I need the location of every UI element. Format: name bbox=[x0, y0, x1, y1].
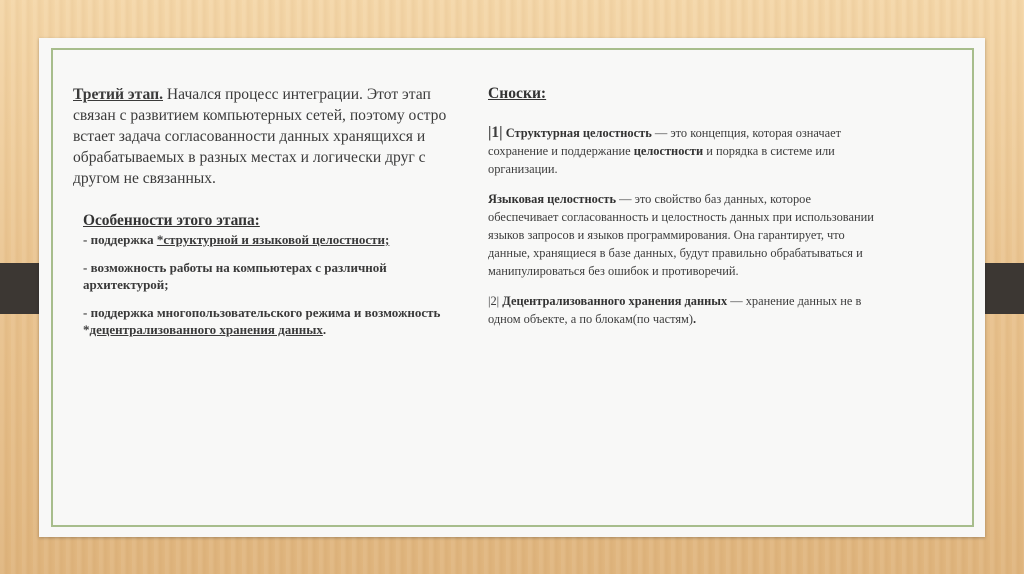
footnote-number: |1| bbox=[488, 124, 503, 141]
footnote-1 bbox=[488, 124, 878, 178]
feature-item bbox=[83, 304, 473, 338]
feature-item bbox=[83, 231, 473, 248]
left-decor-bar bbox=[0, 263, 39, 314]
footnote-bold: целостности bbox=[633, 144, 704, 158]
footnotes-title: Сноски: bbox=[488, 85, 547, 102]
feature-link[interactable]: *структурной и языковой целостности; bbox=[156, 232, 390, 247]
footnote-text: — это свойство баз данных, которое обеспечивает согласованность и целостность данных при использовании языков запросов и языков программирования. Она гарантирует, что данные, хранящиеся в базе данных, будут правильно обрабатываться и манипулироваться без ошибок и противоречий. bbox=[488, 192, 874, 278]
footnote-text: — это концепция, которая означает сохранение и поддержание bbox=[488, 126, 842, 158]
footnote-term: Языковая целостность bbox=[488, 192, 616, 206]
feature-item bbox=[83, 259, 473, 293]
features-title: Особенности этого этапа: bbox=[83, 212, 260, 229]
feature-link[interactable]: децентрализованного хранения данных bbox=[89, 322, 323, 337]
footnote-end: . bbox=[693, 312, 697, 326]
feature-text: - возможность работы на компьютерах с различной архитектурой; bbox=[83, 260, 387, 292]
footnote-2 bbox=[488, 292, 878, 328]
footnote-text: — хранение данных не в одном объекте, а по блокам(по частям) bbox=[488, 294, 862, 326]
slide bbox=[39, 38, 985, 537]
feature-text: . bbox=[322, 322, 327, 337]
footnote-term: Децентрализованного хранения данных bbox=[502, 294, 728, 308]
footnote-term: Структурная целостность bbox=[505, 126, 652, 140]
right-column bbox=[488, 84, 878, 340]
intro-heading: Третий этап. bbox=[73, 86, 163, 103]
footnote-number: |2| bbox=[488, 294, 500, 308]
left-column bbox=[73, 84, 473, 349]
features-block bbox=[83, 211, 473, 338]
footnote-text: и порядка в системе или организации. bbox=[488, 144, 835, 176]
footnote-language bbox=[488, 190, 878, 280]
feature-text: - поддержка bbox=[83, 232, 157, 247]
feature-text: - поддержка многопользовательского режима и возможность * bbox=[83, 305, 441, 337]
intro-paragraph bbox=[73, 84, 473, 189]
intro-text: Начался процесс интеграции. Этот этап связан с развитием компьютерных сетей, поэтому остро встает задача согласованности данных хранящихся и обрабатываемых в разных местах и логически друг с другом не связанных. bbox=[73, 86, 447, 187]
